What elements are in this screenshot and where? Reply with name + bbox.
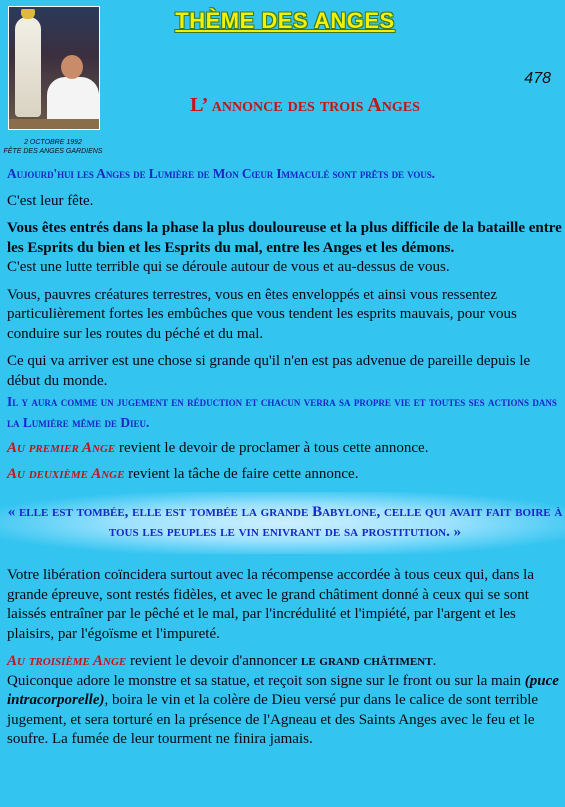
paragraph-first-angel [7, 439, 563, 459]
message-subtitle: L’ annonce des trois Anges [190, 94, 420, 116]
paragraph-third-angel [7, 652, 563, 750]
paragraph-liberation: Votre libération coïncidera surtout avec la récompense accordée à tous ceux qui, dans la grande épreuve, sont restés fidèles, et avec le grand châtiment donné à ceux qui se sont laissés entraîner par le pêché et le mal, par l'incrédulité et l'impiété, par l'argent et les plaisirs, par l'égoïsme et l'impureté. [7, 567, 535, 642]
second-angel-label: Au deuxième Ange [7, 465, 125, 482]
priest-head-image [61, 55, 83, 79]
paragraph-event: Ce qui va arriver est une chose si grande qu'il n'en est pas advenue de pareille depuis le début du monde. [7, 353, 531, 389]
madonna-statue-image [15, 17, 41, 117]
message-body [7, 164, 563, 750]
page-number: 478 [524, 70, 551, 87]
photo-caption [0, 138, 106, 156]
beast-text-a: Quiconque adore le monstre et sa statue, et reçoit son signe sur le front ou sur la main [7, 672, 525, 689]
second-angel-text: revient la tâche de faire cette annonce. [124, 465, 359, 482]
header-photo [8, 6, 100, 130]
altar-image [9, 119, 100, 130]
crown-image [21, 9, 35, 19]
photo-caption-date: 2 OCTOBRE 1992 [24, 139, 82, 146]
paragraph-judgment: Il y aura comme un jugement en réduction et chacun verra sa propre vie et toutes ses actions dans la Lumière même de Dieu. [7, 394, 557, 430]
beast-text-b: , boira le vin et la colère de Dieu versé pur dans le calice de sont terrible jugement, et sera torturé en la présence de l'Agneau et des Saints Anges avec le feu et le soufre. La fumée de leur tourment ne finira jamais. [7, 692, 539, 747]
first-angel-text: revient le devoir de proclamer à tous cette annonce. [115, 440, 429, 456]
paragraph-battle-bold: Vous êtes entrés dans la phase la plus douloureuse et la plus difficile de la bataille entre les Esprits du bien et les Esprits du mal, entre les Anges et les démons. [7, 220, 562, 256]
paragraph-feast: C'est leur fête. [7, 192, 94, 209]
paragraph-battle [7, 219, 563, 278]
third-angel-label: Au troisième Ange [7, 653, 127, 669]
photo-caption-feast: FÊTE DES ANGES GARDIENS [3, 148, 103, 155]
third-angel-period: . [432, 653, 437, 669]
third-angel-text: revient le devoir d'annoncer [126, 653, 301, 669]
paragraph-second-angel [7, 465, 563, 485]
paragraph-intro: Aujourd'hui les Anges de Lumière de Mon Cœur Immaculé sont prêts de vous. [7, 166, 435, 181]
paragraph-creatures: Vous, pauvres créatures terrestres, vous en êtes enveloppés et ainsi vous ressentez particulièrement fortes les embûches que vous tendent les esprits mauvais, pour vous conduire sur les routes du péché et du mal. [7, 286, 517, 342]
theme-title: THÈME DES ANGES [175, 8, 395, 33]
chip-note: (puce intracorporelle) [7, 672, 559, 708]
grand-chatiment-label: le grand châtiment [300, 653, 433, 669]
babylon-quote: « elle est tombée, elle est tombée la grande Babylone, celle qui avait fait boire à tous les peuples le vin enivrant de sa prostitution. » [0, 492, 565, 554]
first-angel-label: Au premier Ange [7, 440, 116, 456]
paragraph-battle-rest: C'est une lutte terrible qui se déroule autour de vous et au-dessus de vous. [7, 259, 450, 275]
